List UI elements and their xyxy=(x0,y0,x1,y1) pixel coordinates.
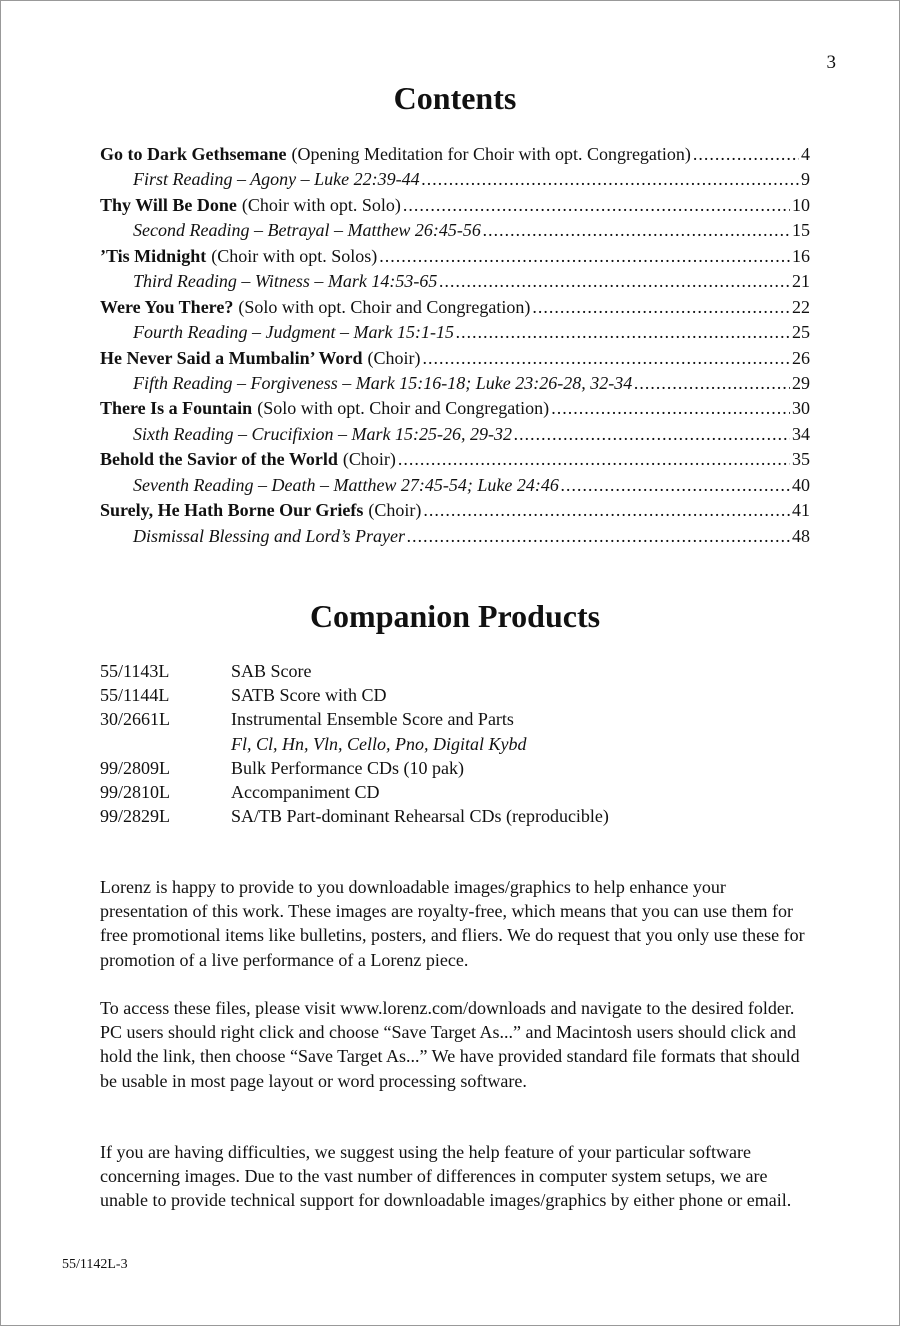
dot-leader xyxy=(407,524,790,549)
toc-reading-title: Third Reading – Witness – Mark 14:53-65 xyxy=(133,271,438,292)
dot-leader xyxy=(456,320,790,345)
toc-song-title: There Is a Fountain xyxy=(100,398,253,419)
product-description: Fl, Cl, Hn, Vln, Cello, Pno, Digital Kybd xyxy=(231,733,527,754)
dot-leader xyxy=(514,422,790,447)
toc-reading-title: Fifth Reading – Forgiveness – Mark 15:16-18; Luke 23:26-28, 32-34 xyxy=(133,372,633,393)
toc-song-row xyxy=(100,193,810,218)
product-code xyxy=(100,732,231,756)
product-row xyxy=(100,683,800,707)
toc-reading-row xyxy=(100,422,810,447)
product-description: Accompaniment CD xyxy=(231,781,380,802)
toc-song-title: Were You There? xyxy=(100,296,234,317)
toc-page-number: 26 xyxy=(792,347,810,368)
toc-song-description: (Choir) xyxy=(367,347,421,368)
toc-reading-title: Fourth Reading – Judgment – Mark 15:1-15 xyxy=(133,322,454,343)
toc-song-description: (Opening Meditation for Choir with opt. Congregation) xyxy=(291,144,691,164)
toc-song-title: He Never Said a Mumbalin’ Word xyxy=(100,347,363,368)
page-number: 3 xyxy=(826,52,836,73)
dot-leader xyxy=(403,193,790,218)
toc-song-row xyxy=(100,244,810,269)
catalog-footer: 55/1142L-3 xyxy=(62,1257,128,1272)
product-description: SATB Score with CD xyxy=(231,685,387,706)
dot-leader xyxy=(423,498,790,523)
toc-page-number: 25 xyxy=(792,322,810,343)
toc-reading-title: Sixth Reading – Crucifixion – Mark 15:25-26, 29-32 xyxy=(133,423,512,444)
dot-leader xyxy=(561,473,790,498)
toc-reading-row xyxy=(100,473,810,498)
toc-page-number: 34 xyxy=(792,423,810,444)
dot-leader xyxy=(551,396,790,421)
toc-song-title: Behold the Savior of the World xyxy=(100,449,338,470)
toc-song-description: (Choir) xyxy=(368,500,422,521)
dot-leader xyxy=(439,269,790,294)
downloads-support-paragraph: If you are having difficulties, we suggest using the help feature of your particular software concerning images. Due to the vast number of differences in computer system setups, we are unable to provide technical support for downloadable images/graphics by either phone or email. xyxy=(100,1142,792,1211)
downloads-intro-paragraph: Lorenz is happy to provide to you downloadable images/graphics to help enhance your presentation of this work. These images are royalty-free, which means that you can use them for free promotional items like bulletins, posters, and fliers. We do request that you only use these for promotion of a live performance of a Lorenz piece. xyxy=(100,877,805,970)
dot-leader xyxy=(423,346,790,371)
toc-page-number: 9 xyxy=(801,169,810,190)
toc-page-number: 35 xyxy=(792,449,810,470)
toc-page-number: 30 xyxy=(792,398,810,419)
product-row xyxy=(100,732,800,756)
toc-song-description: (Choir with opt. Solo) xyxy=(241,194,401,215)
dot-leader xyxy=(634,371,790,396)
toc-reading-title: Seventh Reading – Death – Matthew 27:45-54; Luke 24:46 xyxy=(133,474,559,495)
product-code: 30/2661L xyxy=(100,709,170,730)
dot-leader xyxy=(483,218,790,243)
companion-products-list xyxy=(100,659,800,828)
product-description: Instrumental Ensemble Score and Parts xyxy=(231,709,514,730)
toc-reading-row xyxy=(100,320,810,345)
toc-reading-title: Second Reading – Betrayal – Matthew 26:45-56 xyxy=(133,220,481,241)
toc-page-number: 15 xyxy=(792,220,810,241)
toc-song-title: Go to Dark Gethsemane xyxy=(100,144,287,164)
toc-song-title: Thy Will Be Done xyxy=(100,194,237,215)
toc-reading-title: Dismissal Blessing and Lord’s Prayer xyxy=(133,525,406,546)
toc-song-row xyxy=(100,498,810,523)
product-row xyxy=(100,756,800,780)
product-row xyxy=(100,804,800,828)
product-description: SA/TB Part-dominant Rehearsal CDs (reproducible) xyxy=(231,806,609,827)
toc-page-number: 22 xyxy=(792,296,810,317)
toc-song-row xyxy=(100,396,810,421)
dot-leader xyxy=(398,447,790,472)
product-description: SAB Score xyxy=(231,661,312,681)
toc-song-title: ’Tis Midnight xyxy=(100,245,207,266)
dot-leader xyxy=(379,244,790,269)
toc-song-description: (Solo with opt. Choir and Congregation) xyxy=(238,296,531,317)
toc-reading-row xyxy=(100,218,810,243)
toc-song-row xyxy=(100,142,810,167)
dot-leader xyxy=(422,167,799,192)
product-code: 55/1143L xyxy=(100,661,170,681)
toc-song-title: Surely, He Hath Borne Our Griefs xyxy=(100,500,364,521)
toc-page-number: 48 xyxy=(792,525,810,546)
toc-page-number: 41 xyxy=(792,500,810,521)
product-row xyxy=(100,780,800,804)
dot-leader xyxy=(693,142,799,167)
toc-song-description: (Choir with opt. Solos) xyxy=(211,245,378,266)
toc-reading-row xyxy=(100,269,810,294)
product-code: 99/2809L xyxy=(100,757,170,778)
table-of-contents xyxy=(100,142,810,549)
contents-heading: Contents xyxy=(393,80,517,116)
toc-song-row xyxy=(100,447,810,472)
toc-page-number: 16 xyxy=(792,245,810,266)
toc-page-number: 21 xyxy=(792,271,810,292)
toc-reading-row xyxy=(100,524,810,549)
toc-song-row xyxy=(100,295,810,320)
toc-page-number: 40 xyxy=(792,474,810,495)
product-description: Bulk Performance CDs (10 pak) xyxy=(231,757,464,778)
toc-song-description: (Choir) xyxy=(342,449,396,470)
toc-reading-row xyxy=(100,371,810,396)
downloads-access-paragraph: To access these files, please visit www.lorenz.com/downloads and navigate to the desired folder. PC users should right click and choose “Save Target As...” and Macintosh users should click and hold the link, then choose “Save Target As...” We have provided standard file formats that should be usable in most page layout or word processing software. xyxy=(100,998,800,1091)
product-code: 99/2829L xyxy=(100,806,170,827)
product-code: 55/1144L xyxy=(100,685,170,706)
toc-page-number: 10 xyxy=(792,194,810,215)
product-code: 99/2810L xyxy=(100,781,170,802)
toc-song-row xyxy=(100,346,810,371)
toc-song-description: (Solo with opt. Choir and Congregation) xyxy=(257,398,550,419)
toc-reading-row xyxy=(100,167,810,192)
toc-page-number: 4 xyxy=(801,144,810,164)
dot-leader xyxy=(532,295,790,320)
toc-reading-title: First Reading – Agony – Luke 22:39-44 xyxy=(133,169,420,190)
companion-products-heading: Companion Products xyxy=(309,598,601,634)
product-row xyxy=(100,659,800,683)
product-row xyxy=(100,707,800,731)
toc-page-number: 29 xyxy=(792,372,810,393)
